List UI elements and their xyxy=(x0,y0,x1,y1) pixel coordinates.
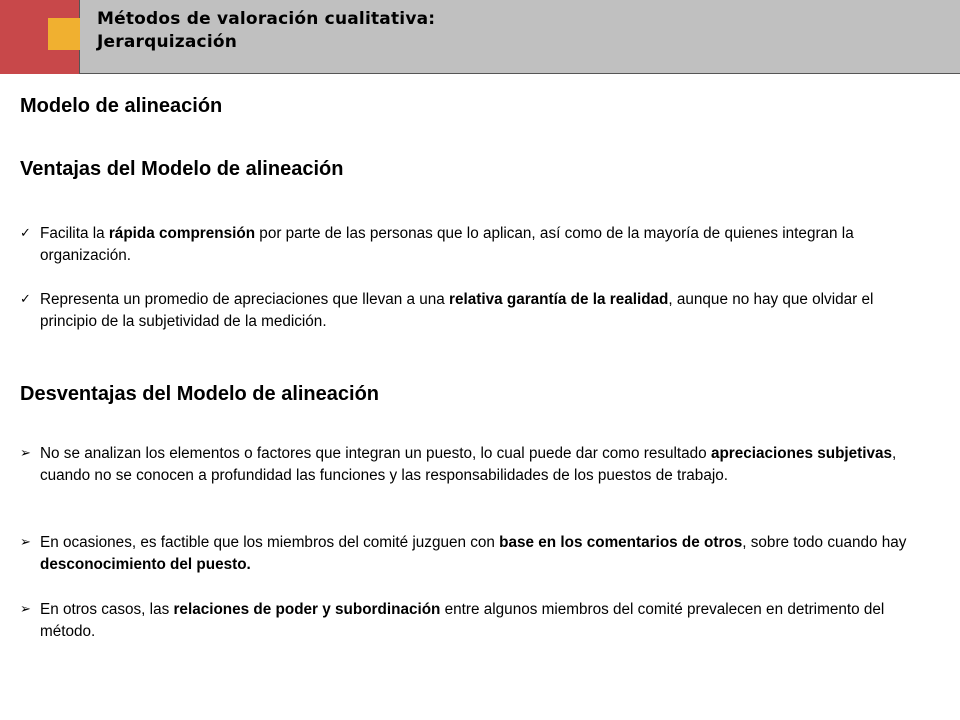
advantages-list-1 xyxy=(20,223,925,267)
section-title: Modelo de alineación xyxy=(20,95,223,117)
check-icon: ✓ xyxy=(20,292,31,307)
arrow-bullet-icon: ➢ xyxy=(20,602,31,617)
disadvantage-item xyxy=(20,443,925,487)
disadvantage-item xyxy=(20,599,925,643)
arrow-bullet-icon: ➢ xyxy=(20,446,31,461)
disadvantage-item xyxy=(20,532,925,576)
slide-title-line1: Métodos de valoración cualitativa: xyxy=(97,9,436,29)
advantage-text: Facilita la rápida comprensión por parte de las personas que lo aplican, así como de la mayoría de quienes integran la organización. xyxy=(40,225,854,264)
advantage-item xyxy=(20,289,925,333)
advantages-title: Ventajas del Modelo de alineación xyxy=(20,158,344,180)
header-yellow-square xyxy=(48,18,80,50)
disadvantages-list-3 xyxy=(20,599,925,643)
arrow-bullet-icon: ➢ xyxy=(20,535,31,550)
advantage-item xyxy=(20,223,925,267)
disadvantages-list-1 xyxy=(20,443,925,487)
disadvantages-title: Desventajas del Modelo de alineación xyxy=(20,383,380,405)
advantage-text: Representa un promedio de apreciaciones que llevan a una relativa garantía de la realidad, aunque no hay que olvidar el principio de la subjetividad de la medición. xyxy=(40,291,874,330)
disadvantage-text: No se analizan los elementos o factores que integran un puesto, lo cual puede dar como resultado apreciaciones subjetivas, cuando no se conocen a profundidad las funciones y las responsabilidades de los puestos de trabajo. xyxy=(40,445,897,484)
disadvantages-list-2 xyxy=(20,532,925,576)
slide-title xyxy=(97,8,435,54)
check-icon: ✓ xyxy=(20,226,31,241)
slide-header xyxy=(0,0,960,74)
slide-title-line2: Jerarquización xyxy=(97,32,238,52)
disadvantage-text: En ocasiones, es factible que los miembros del comité juzguen con base en los comentarios de otros, sobre todo cuando hay desconocimiento del puesto. xyxy=(40,534,907,573)
advantages-list-2 xyxy=(20,289,925,333)
disadvantage-text: En otros casos, las relaciones de poder y subordinación entre algunos miembros del comité prevalecen en detrimento del método. xyxy=(40,601,885,640)
